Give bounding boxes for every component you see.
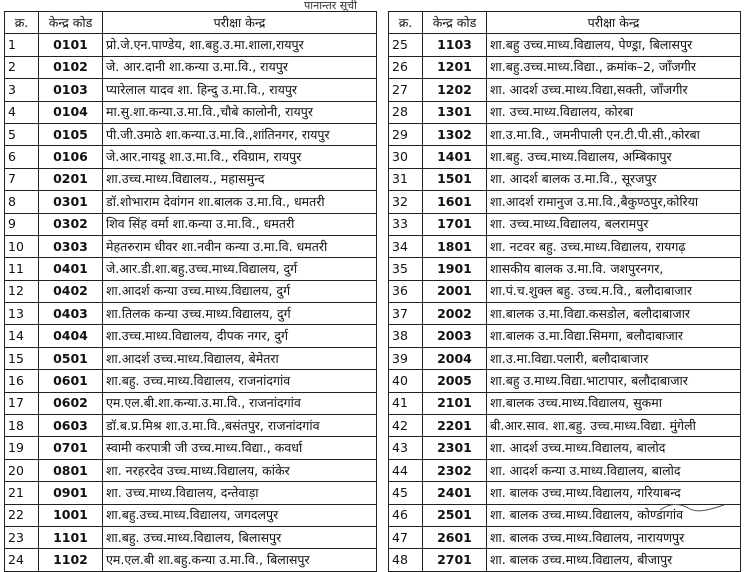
table-row <box>5 549 377 571</box>
table-row <box>389 235 741 257</box>
row-center-code: 1101 <box>39 526 103 548</box>
row-serial: 35 <box>389 258 423 280</box>
row-center-code: 1601 <box>423 191 487 213</box>
row-serial: 47 <box>389 526 423 548</box>
row-center-name: शा.तिलक कन्या उच्च.माध्य.विद्यालय, दुर्ग <box>103 303 377 325</box>
row-center-code: 0404 <box>39 325 103 347</box>
row-center-code: 0901 <box>39 482 103 504</box>
table-row <box>5 437 377 459</box>
row-serial: 5 <box>5 123 39 145</box>
table-row <box>5 168 377 190</box>
row-center-code: 1102 <box>39 549 103 571</box>
row-center-name: स्वामी करपात्री जी उच्च.माध्य.विद्या., कवर्धा <box>103 437 377 459</box>
row-center-code: 0301 <box>39 191 103 213</box>
table-row <box>389 303 741 325</box>
row-serial: 48 <box>389 549 423 571</box>
row-serial: 38 <box>389 325 423 347</box>
table-body-left <box>5 34 377 571</box>
table-row <box>5 123 377 145</box>
row-serial: 33 <box>389 213 423 235</box>
row-serial: 11 <box>5 258 39 280</box>
row-center-name: शा.बहु.उच्च.माध्य.विद्यालय, जगदलपुर <box>103 504 377 526</box>
row-center-code: 1202 <box>423 79 487 101</box>
row-serial: 18 <box>5 415 39 437</box>
table-row <box>5 347 377 369</box>
row-center-code: 0303 <box>39 235 103 257</box>
row-serial: 24 <box>5 549 39 571</box>
table-row <box>389 213 741 235</box>
row-serial: 6 <box>5 146 39 168</box>
table-row <box>5 258 377 280</box>
row-center-code: 0102 <box>39 56 103 78</box>
row-center-code: 2401 <box>423 482 487 504</box>
row-center-name: बी.आर.साव. शा.बहु. उच्च.माध्य.विद्या. मुंगेली <box>487 415 741 437</box>
table-row <box>5 303 377 325</box>
exam-centers-table-right <box>388 11 741 572</box>
row-serial: 15 <box>5 347 39 369</box>
row-center-name: शा. नरहरदेव उच्च.माध्य.विद्यालय, कांकेर <box>103 459 377 481</box>
row-center-code: 0104 <box>39 101 103 123</box>
header-row <box>5 12 377 34</box>
row-center-code: 2601 <box>423 526 487 548</box>
row-center-name: शा.बहु उच्च.माध्य.विद्यालय, पेण्ड्रा, बिलासपुर <box>487 34 741 56</box>
table-row <box>389 123 741 145</box>
row-serial: 43 <box>389 437 423 459</box>
row-center-name: प्रो.जे.एन.पाण्डेय, शा.बहु.उ.मा.शाला,रायपुर <box>103 34 377 56</box>
row-serial: 7 <box>5 168 39 190</box>
row-serial: 17 <box>5 392 39 414</box>
col-header-sno: क्र. <box>5 12 39 34</box>
row-center-code: 2004 <box>423 347 487 369</box>
row-center-name: शा. उच्च.माध्य.विद्यालय, दन्तेवाड़ा <box>103 482 377 504</box>
header-fragment: पानान्तर सूची <box>304 0 357 12</box>
row-center-code: 2001 <box>423 280 487 302</box>
row-center-code: 0101 <box>39 34 103 56</box>
row-serial: 8 <box>5 191 39 213</box>
row-center-code: 1901 <box>423 258 487 280</box>
row-center-name: शा.बालक उ.मा.विद्या.कसडोल, बलौदाबाजार <box>487 303 741 325</box>
table-row <box>389 549 741 571</box>
row-serial: 26 <box>389 56 423 78</box>
row-center-name: शा.आदर्श कन्या उच्च.माध्य.विद्यालय, दुर्ग <box>103 280 377 302</box>
row-center-name: शा. आदर्श कन्या उ.माध्य.विद्यालय, बालोद <box>487 459 741 481</box>
row-center-code: 0601 <box>39 370 103 392</box>
table-row <box>5 34 377 56</box>
exam-centers-table-left <box>4 11 377 572</box>
row-serial: 39 <box>389 347 423 369</box>
row-center-name: शा. बालक उच्च.माध्य.विद्यालय, बीजापुर <box>487 549 741 571</box>
table-row <box>389 526 741 548</box>
table-row <box>5 325 377 347</box>
table-row <box>389 392 741 414</box>
row-center-code: 1501 <box>423 168 487 190</box>
row-serial: 37 <box>389 303 423 325</box>
row-center-code: 1103 <box>423 34 487 56</box>
table-row <box>5 526 377 548</box>
row-center-name: जे.आर.नायडू शा.उ.मा.वि., रविग्राम, रायपुर <box>103 146 377 168</box>
row-serial: 40 <box>389 370 423 392</box>
row-center-name: शा.बहु.उच्च.माध्य.विद्या., क्रमांक–2, जाँजगीर <box>487 56 741 78</box>
row-center-name: मेहतरुराम धीवर शा.नवीन कन्या उ.मा.वि. धमतरी <box>103 235 377 257</box>
table-row <box>389 415 741 437</box>
row-serial: 1 <box>5 34 39 56</box>
row-serial: 28 <box>389 101 423 123</box>
row-center-name: शा.बहु. उच्च.माध्य.विद्यालय, राजनांदगांव <box>103 370 377 392</box>
table-row <box>389 34 741 56</box>
row-center-name: शासकीय बालक उ.मा.वि. जशपुरनगर, <box>487 258 741 280</box>
row-center-name: शा.बहु. उच्च.माध्य.विद्यालय, अम्बिकापुर <box>487 146 741 168</box>
table-row <box>389 146 741 168</box>
row-center-name: जे.आर.डी.शा.बहु.उच्च.माध्य.विद्यालय, दुर्ग <box>103 258 377 280</box>
row-center-name: डॉ.शोभाराम देवांगन शा.बालक उ.मा.वि., धमतरी <box>103 191 377 213</box>
row-serial: 42 <box>389 415 423 437</box>
table-row <box>5 213 377 235</box>
row-serial: 44 <box>389 459 423 481</box>
row-center-code: 0501 <box>39 347 103 369</box>
row-serial: 46 <box>389 504 423 526</box>
row-center-name: एम.एल.बी.शा.कन्या.उ.मा.वि., राजनांदगांव <box>103 392 377 414</box>
table-row <box>389 101 741 123</box>
row-center-code: 1301 <box>423 101 487 123</box>
row-serial: 9 <box>5 213 39 235</box>
col-header-code: केन्द्र कोड <box>423 12 487 34</box>
row-center-name: शा.आदर्श उच्च.माध्य.विद्यालय, बेमेतरा <box>103 347 377 369</box>
row-center-name: मा.सु.शा.कन्या.उ.मा.वि.,चौबे कालोनी, रायपुर <box>103 101 377 123</box>
table-row <box>389 459 741 481</box>
row-center-code: 0402 <box>39 280 103 302</box>
row-serial: 25 <box>389 34 423 56</box>
table-body-right <box>389 34 741 571</box>
row-center-code: 0106 <box>39 146 103 168</box>
row-serial: 3 <box>5 79 39 101</box>
row-center-code: 0602 <box>39 392 103 414</box>
col-header-code: केन्द्र कोड <box>39 12 103 34</box>
row-center-code: 1302 <box>423 123 487 145</box>
row-center-name: जे. आर.दानी शा.कन्या उ.मा.वि., रायपुर <box>103 56 377 78</box>
row-serial: 30 <box>389 146 423 168</box>
row-serial: 45 <box>389 482 423 504</box>
col-header-center: परीक्षा केन्द्र <box>103 12 377 34</box>
row-serial: 2 <box>5 56 39 78</box>
row-center-name: डॉ.ब.प्र.मिश्र शा.उ.मा.वि.,बसंतपुर, राजनांदगांव <box>103 415 377 437</box>
row-serial: 22 <box>5 504 39 526</box>
table-row <box>389 370 741 392</box>
row-serial: 32 <box>389 191 423 213</box>
row-center-code: 0701 <box>39 437 103 459</box>
table-row <box>389 347 741 369</box>
row-center-name: शा.पं.च.शुक्ल बहु. उच्च.म.वि., बलौदाबाजार <box>487 280 741 302</box>
table-row <box>5 504 377 526</box>
row-center-code: 2301 <box>423 437 487 459</box>
table-row <box>389 56 741 78</box>
row-center-name: शा. बालक उच्च.माध्य.विद्यालय, कोण्डागांव <box>487 504 741 526</box>
col-header-sno: क्र. <box>389 12 423 34</box>
table-row <box>5 191 377 213</box>
document-page <box>4 0 740 568</box>
table-row <box>389 280 741 302</box>
table-row <box>5 482 377 504</box>
row-center-code: 0603 <box>39 415 103 437</box>
table-row <box>5 280 377 302</box>
row-serial: 27 <box>389 79 423 101</box>
row-serial: 4 <box>5 101 39 123</box>
row-center-code: 1401 <box>423 146 487 168</box>
header-row <box>389 12 741 34</box>
table-row <box>5 392 377 414</box>
row-center-code: 2201 <box>423 415 487 437</box>
row-center-code: 1701 <box>423 213 487 235</box>
row-center-code: 0103 <box>39 79 103 101</box>
row-center-code: 0401 <box>39 258 103 280</box>
row-center-code: 2302 <box>423 459 487 481</box>
row-center-code: 0201 <box>39 168 103 190</box>
row-serial: 36 <box>389 280 423 302</box>
row-center-name: शा.बालक उच्च.माध्य.विद्यालय, सुकमा <box>487 392 741 414</box>
table-row <box>5 235 377 257</box>
row-center-name: शा. आदर्श बालक उ.मा.वि., सूरजपुर <box>487 168 741 190</box>
row-serial: 10 <box>5 235 39 257</box>
row-center-name: शा. आदर्श उच्च.माध्य.विद्यालय, बालोद <box>487 437 741 459</box>
row-center-name: एम.एल.बी शा.बहु.कन्या उ.मा.वि., बिलासपुर <box>103 549 377 571</box>
row-center-code: 2005 <box>423 370 487 392</box>
row-serial: 23 <box>5 526 39 548</box>
row-center-code: 0801 <box>39 459 103 481</box>
row-center-code: 2701 <box>423 549 487 571</box>
row-center-name: शा.उ.मा.विद्या.पलारी, बलौदाबाजार <box>487 347 741 369</box>
row-center-code: 2501 <box>423 504 487 526</box>
row-center-name: शिव सिंह वर्मा शा.कन्या उ.मा.वि., धमतरी <box>103 213 377 235</box>
row-center-code: 1801 <box>423 235 487 257</box>
row-center-code: 2101 <box>423 392 487 414</box>
table-row <box>5 101 377 123</box>
row-center-name: शा.बहु. उच्च.माध्य.विद्यालय, बिलासपुर <box>103 526 377 548</box>
row-center-name: शा. आदर्श उच्च.माध्य.विद्या,सक्ती, जाँजगीर <box>487 79 741 101</box>
table-row <box>389 258 741 280</box>
row-center-name: शा. नटवर बहु. उच्च.माध्य.विद्यालय, रायगढ़ <box>487 235 741 257</box>
row-serial: 34 <box>389 235 423 257</box>
row-serial: 29 <box>389 123 423 145</box>
col-header-center: परीक्षा केन्द्र <box>487 12 741 34</box>
row-serial: 19 <box>5 437 39 459</box>
row-center-name: शा. बालक उच्च.माध्य.विद्यालय, गरियाबन्द <box>487 482 741 504</box>
row-serial: 31 <box>389 168 423 190</box>
row-center-name: शा. उच्च.माध्य.विद्यालय, बलरामपुर <box>487 213 741 235</box>
row-center-code: 0302 <box>39 213 103 235</box>
row-center-name: शा.बहु उ.माध्य.विद्या.भाटापार, बलौदाबाजार <box>487 370 741 392</box>
table-row <box>389 168 741 190</box>
table-row <box>389 437 741 459</box>
row-serial: 16 <box>5 370 39 392</box>
table-row <box>389 482 741 504</box>
row-serial: 14 <box>5 325 39 347</box>
table-row <box>5 415 377 437</box>
row-center-name: शा.उच्च.माध्य.विद्यालय., महासमुन्द <box>103 168 377 190</box>
row-center-code: 0403 <box>39 303 103 325</box>
row-center-name: शा. बालक उच्च.माध्य.विद्यालय, नारायणपुर <box>487 526 741 548</box>
table-row <box>5 459 377 481</box>
table-row <box>389 79 741 101</box>
table-row <box>5 79 377 101</box>
row-serial: 21 <box>5 482 39 504</box>
row-center-code: 2002 <box>423 303 487 325</box>
table-row <box>5 370 377 392</box>
table-row <box>5 56 377 78</box>
row-center-code: 0105 <box>39 123 103 145</box>
table-row <box>389 325 741 347</box>
row-center-code: 1001 <box>39 504 103 526</box>
row-serial: 13 <box>5 303 39 325</box>
row-center-name: शा. उच्च.माध्य.विद्यालय, कोरबा <box>487 101 741 123</box>
table-row <box>5 146 377 168</box>
row-center-name: शा.आदर्श रामानुज उ.मा.वि.,बैकुण्ठपुर,कोरिया <box>487 191 741 213</box>
signature-mark <box>658 502 728 512</box>
row-center-name: प्यारेलाल यादव शा. हिन्दु उ.मा.वि., रायपुर <box>103 79 377 101</box>
row-center-code: 2003 <box>423 325 487 347</box>
row-serial: 12 <box>5 280 39 302</box>
row-center-name: शा.बालक उ.मा.विद्या.सिमगा, बलौदाबाजार <box>487 325 741 347</box>
row-serial: 20 <box>5 459 39 481</box>
row-center-name: शा.उच्च.माध्य.विद्यालय, दीपक नगर, दुर्ग <box>103 325 377 347</box>
row-center-name: शा.उ.मा.वि., जमनीपाली एन.टी.पी.सी.,कोरबा <box>487 123 741 145</box>
row-center-name: पी.जी.उमाठे शा.कन्या.उ.मा.वि.,शांतिनगर, रायपुर <box>103 123 377 145</box>
row-center-code: 1201 <box>423 56 487 78</box>
row-serial: 41 <box>389 392 423 414</box>
table-row <box>389 191 741 213</box>
